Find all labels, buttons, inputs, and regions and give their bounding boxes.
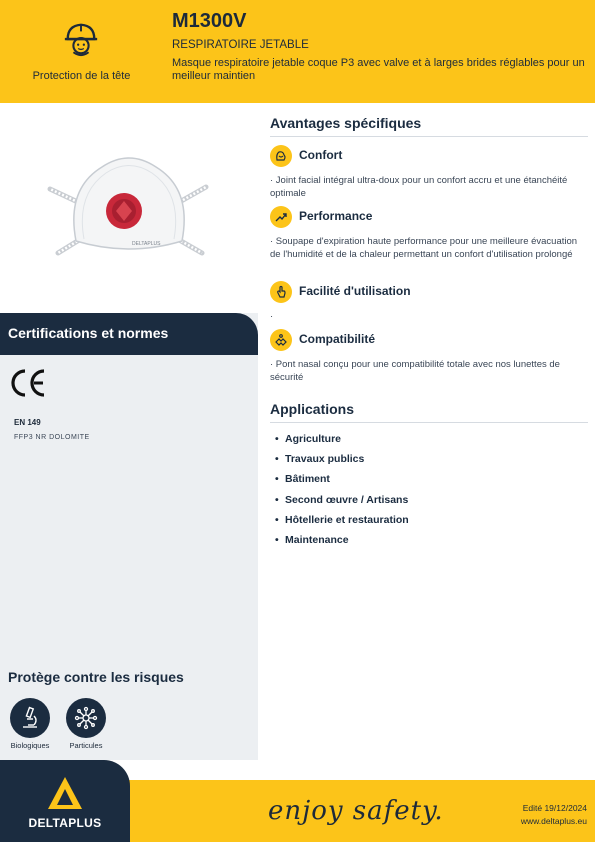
respirator-mask-image <box>44 149 214 269</box>
category-block <box>0 0 163 103</box>
risk-label: Particules <box>69 741 103 750</box>
performance-icon <box>270 206 292 228</box>
risk-badge-biological <box>10 698 50 738</box>
certifications-title: Certifications et normes <box>8 325 169 341</box>
comfort-icon <box>270 145 292 167</box>
page-header <box>0 0 595 103</box>
risks-title: Protège contre les risques <box>8 669 184 685</box>
product-description: Masque respiratoire jetable coque P3 avec valve et à larges brides réglables pour un meilleur maintien <box>172 57 585 82</box>
svg-text:DELTAPLUS: DELTAPLUS <box>132 241 161 247</box>
advantage-name: Facilité d'utilisation <box>299 284 411 298</box>
certifications-header <box>0 313 258 355</box>
microscope-icon <box>18 706 42 730</box>
product-heading <box>172 9 592 83</box>
advantage-text: · Joint facial intégral ultra-doux pour un confort accru et une étanchéité optimale <box>270 175 568 199</box>
product-name: RESPIRATOIRE JETABLE <box>172 39 309 51</box>
advantage-name: Compatibilité <box>299 332 376 346</box>
compatibility-icon <box>270 329 292 351</box>
category-label: Protection de la tête <box>32 70 131 82</box>
list-item: • Maintenance <box>275 534 409 554</box>
advantage-text: · Soupape d'expiration haute performance pour une meilleure évacuation de l'humidité et de la chaleur permettant un confort d'utilisation prolongé <box>270 236 578 260</box>
hand-icon <box>270 281 292 303</box>
advantages-title: Avantages spécifiques <box>270 115 422 131</box>
product-code: M1300V <box>172 10 247 32</box>
advantage-text: · Pont nasal conçu pour une compatibilité totale avec nos lunettes de sécurité <box>270 359 560 383</box>
list-item: • Hôtellerie et restauration <box>275 514 409 534</box>
applications-title: Applications <box>270 401 355 417</box>
brand-name: DELTAPLUS <box>28 816 102 830</box>
particles-icon <box>74 706 98 730</box>
risk-label: Biologiques <box>10 741 50 750</box>
advantage-name: Performance <box>299 209 373 223</box>
advantage-item-comfort <box>270 145 588 200</box>
norm-detail: FFP3 NR DOLOMITE <box>14 434 90 441</box>
advantage-item-compatibility <box>270 329 588 384</box>
list-item: • Bâtiment <box>275 473 409 493</box>
advantage-item-ease-of-use <box>270 281 588 323</box>
advantage-item-performance <box>270 206 588 261</box>
divider <box>270 422 588 423</box>
divider <box>270 136 588 137</box>
edit-date: Edité 19/12/2024 <box>522 803 587 813</box>
website-link[interactable]: www.deltaplus.eu <box>520 816 587 826</box>
applications-list <box>275 433 409 554</box>
ce-mark <box>8 367 48 399</box>
deltaplus-logo-icon <box>46 775 84 811</box>
risk-item-biological <box>0 698 60 750</box>
helmet-icon <box>62 20 100 58</box>
list-item: • Agriculture <box>275 433 409 453</box>
list-item: • Travaux publics <box>275 453 409 473</box>
norm-code: EN 149 <box>14 418 41 427</box>
advantage-name: Confort <box>299 148 343 162</box>
certifications-panel <box>0 313 258 760</box>
slogan: enjoy safety. <box>268 796 444 826</box>
risk-item-particles <box>56 698 116 750</box>
risk-badge-particles <box>66 698 106 738</box>
list-item: • Second œuvre / Artisans <box>275 494 409 514</box>
svg-text:CE: CE <box>8 367 10 368</box>
advantage-text: · <box>270 311 274 322</box>
